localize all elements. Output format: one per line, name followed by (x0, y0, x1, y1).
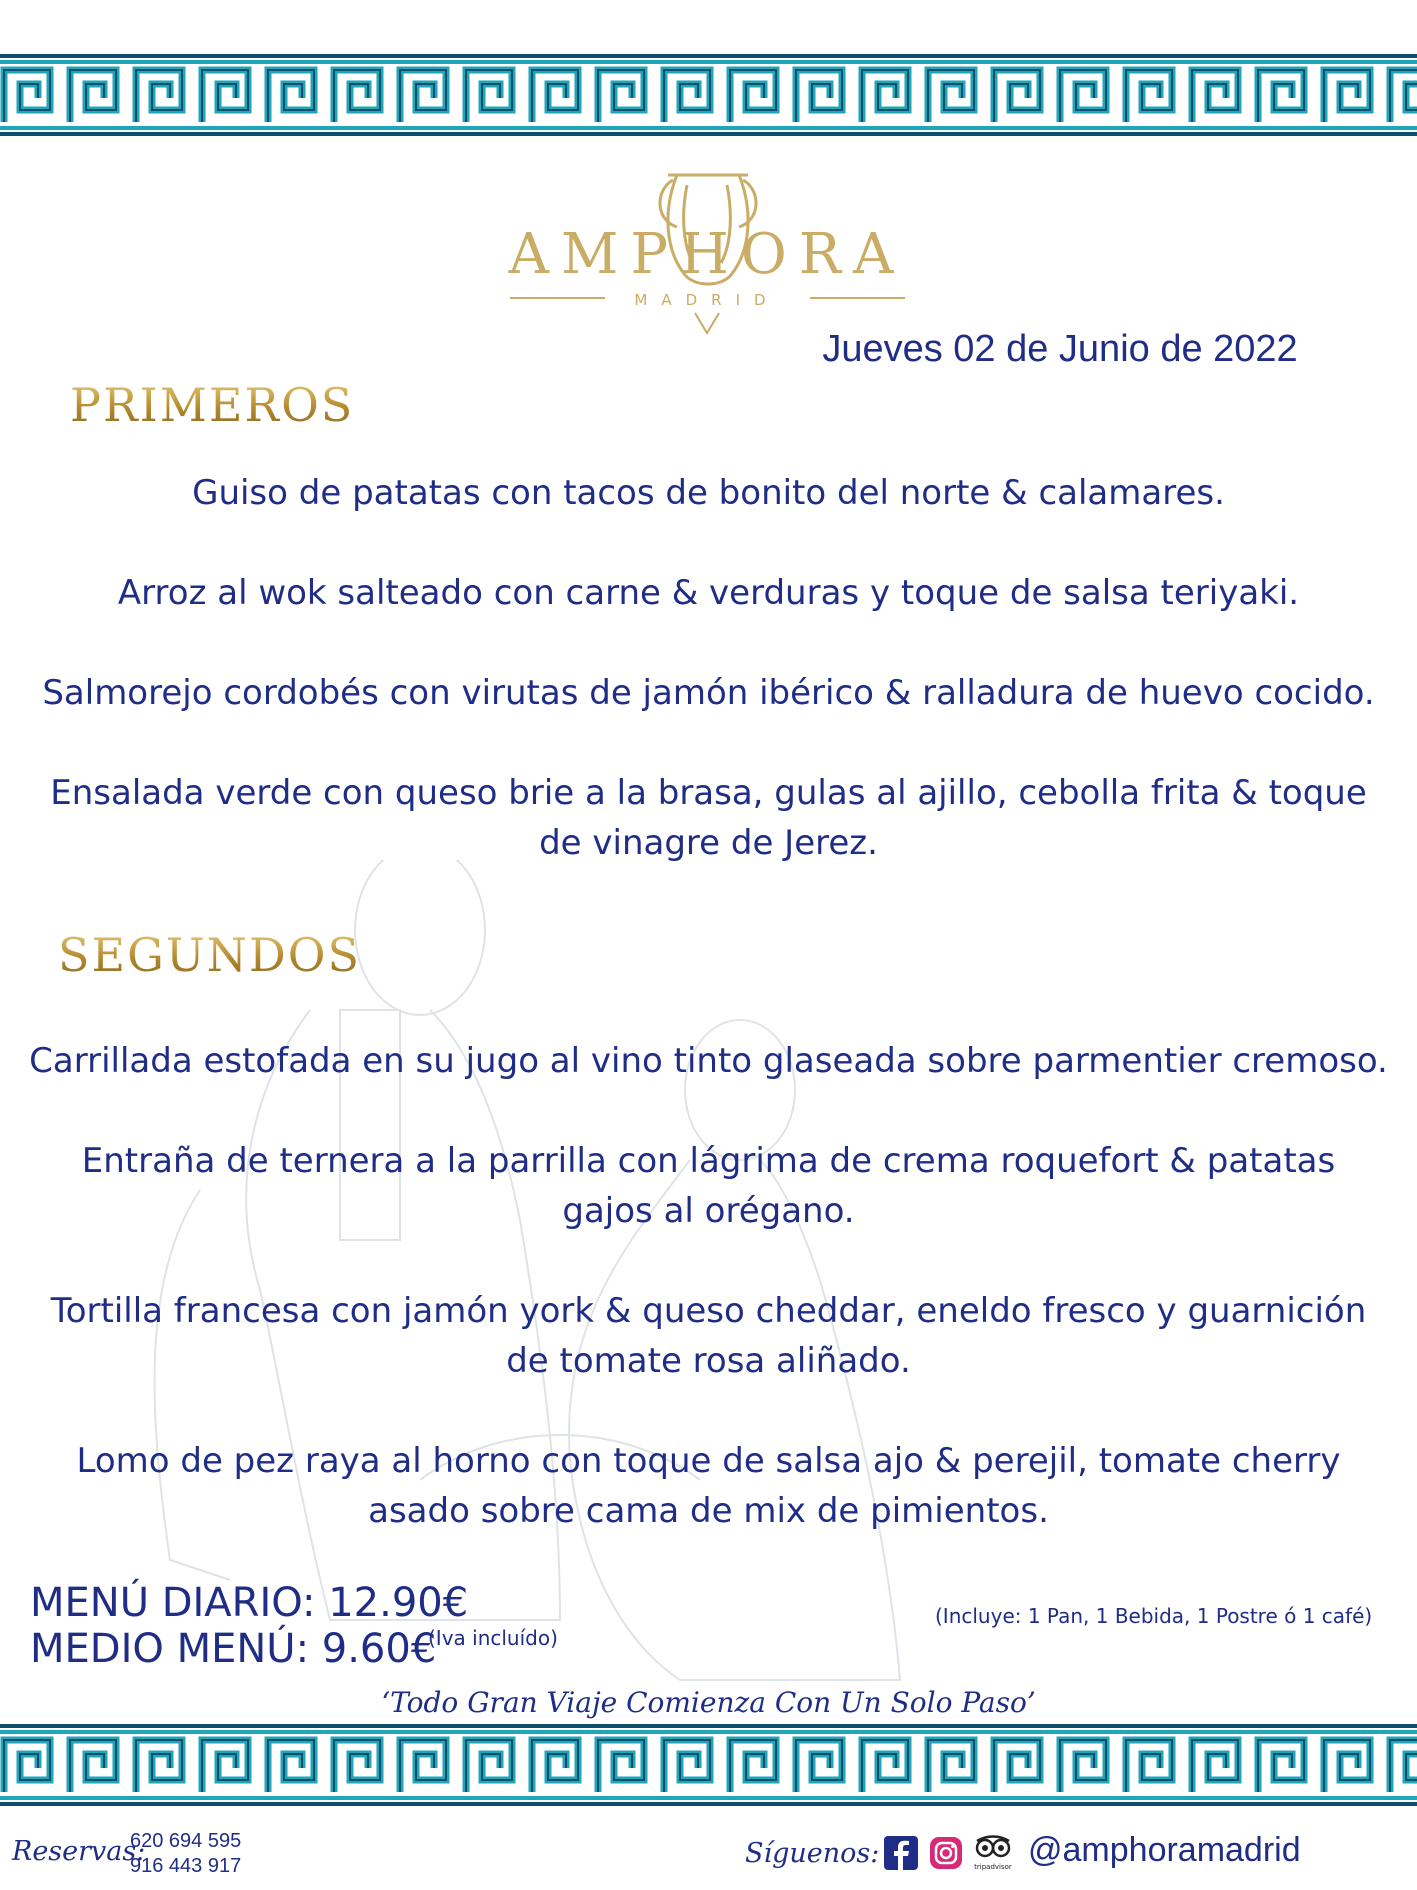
dish-line: Arroz al wok salteado con carne & verduras y toque de salsa teriyaki. (117, 573, 1300, 613)
motto-quote: ‘Todo Gran Viaje Comienza Con Un Solo Paso’ (381, 1686, 1036, 1719)
tripadvisor-icon[interactable] (973, 1834, 1013, 1872)
dish-line: asado sobre cama de mix de pimientos. (368, 1491, 1049, 1531)
phone-number[interactable]: 620 694 595 (130, 1830, 242, 1852)
menu-date: Jueves 02 de Junio de 2022 (822, 328, 1298, 370)
dish-line: gajos al orégano. (562, 1191, 855, 1231)
dish-line: de vinagre de Jerez. (539, 823, 878, 863)
logo-wordmark: AMPHORA (508, 222, 906, 287)
iva-note: (Iva incluído) (428, 1626, 558, 1650)
tripadvisor-wordmark: tripadvisor (974, 1863, 1012, 1871)
logo-city: MADRID (634, 291, 780, 309)
dish-line: Guiso de patatas con tacos de bonito del norte & calamares. (192, 473, 1225, 513)
top-greek-key-border (0, 52, 1417, 138)
phone-number[interactable]: 916 443 917 (130, 1855, 242, 1877)
facebook-icon[interactable] (884, 1836, 918, 1870)
section-title-primeros: PRIMEROS (70, 378, 355, 432)
dish-line: Salmorejo cordobés con virutas de jamón ibérico & ralladura de huevo cocido. (42, 673, 1375, 713)
dish-line: Ensalada verde con queso brie a la brasa, gulas al ajillo, cebolla frita & toque (50, 773, 1367, 813)
section-title-segundos: SEGUNDOS (58, 928, 361, 982)
dish-line: de tomate rosa aliñado. (506, 1341, 911, 1381)
amphora-logo (505, 155, 910, 340)
menu-diario-price: MENÚ DIARIO: 12.90€ (30, 1580, 469, 1626)
bottom-greek-key-border (0, 1722, 1417, 1808)
incluye-note: (Incluye: 1 Pan, 1 Bebida, 1 Postre ó 1 café) (935, 1604, 1373, 1628)
dish-line: Tortilla francesa con jamón york & queso cheddar, eneldo fresco y guarnición (50, 1291, 1367, 1331)
social-handle[interactable]: @amphoramadrid (1028, 1831, 1301, 1869)
dish-line: Entraña de ternera a la parrilla con lágrima de crema roquefort & patatas (81, 1141, 1336, 1181)
instagram-icon[interactable] (929, 1836, 963, 1870)
medio-menu-price: MEDIO MENÚ: 9.60€ (30, 1626, 437, 1672)
dish-line: Carrillada estofada en su jugo al vino tinto glaseada sobre parmentier cremoso. (29, 1041, 1388, 1081)
reservas-label: Reservas: (12, 1836, 146, 1867)
dish-line: Lomo de pez raya al horno con toque de salsa ajo & perejil, tomate cherry (76, 1441, 1341, 1481)
siguenos-label: Síguenos: (745, 1838, 880, 1869)
